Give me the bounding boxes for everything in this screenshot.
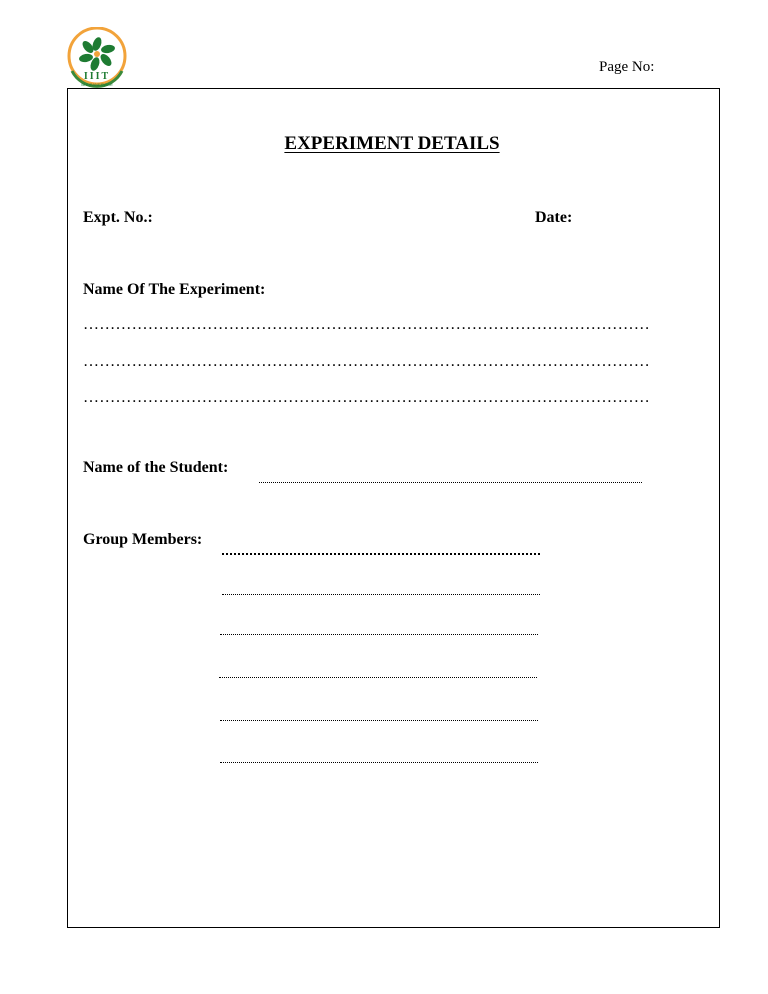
- experiment-name-label: Name Of The Experiment:: [83, 281, 266, 298]
- experiment-name-line-1[interactable]: ……………………………………………………………………………………………: [83, 316, 650, 333]
- page-no-label: Page No:: [599, 59, 655, 75]
- logo-subtext: BHUBANESWAR: [81, 82, 113, 87]
- group-member-field-3[interactable]: [220, 634, 538, 635]
- experiment-name-line-2[interactable]: ……………………………………………………………………………………………: [83, 353, 650, 370]
- group-member-field-2[interactable]: [222, 594, 540, 595]
- expt-no-label: Expt. No.:: [83, 209, 153, 226]
- pinwheel-icon: [78, 36, 115, 72]
- student-name-label: Name of the Student:: [83, 459, 229, 476]
- date-label: Date:: [535, 209, 573, 226]
- form-frame: [67, 88, 720, 928]
- student-name-field[interactable]: [259, 482, 642, 483]
- logo-text: IIIT: [83, 71, 111, 82]
- group-members-label: Group Members:: [83, 531, 203, 548]
- page-title: EXPERIMENT DETAILS: [284, 133, 500, 154]
- iiit-logo: [64, 27, 130, 89]
- group-member-field-6[interactable]: [220, 762, 538, 763]
- group-member-field-4[interactable]: [219, 677, 537, 678]
- experiment-name-line-3[interactable]: ……………………………………………………………………………………………: [83, 389, 650, 406]
- group-member-field-1[interactable]: [222, 553, 540, 555]
- group-member-field-5[interactable]: [220, 720, 538, 721]
